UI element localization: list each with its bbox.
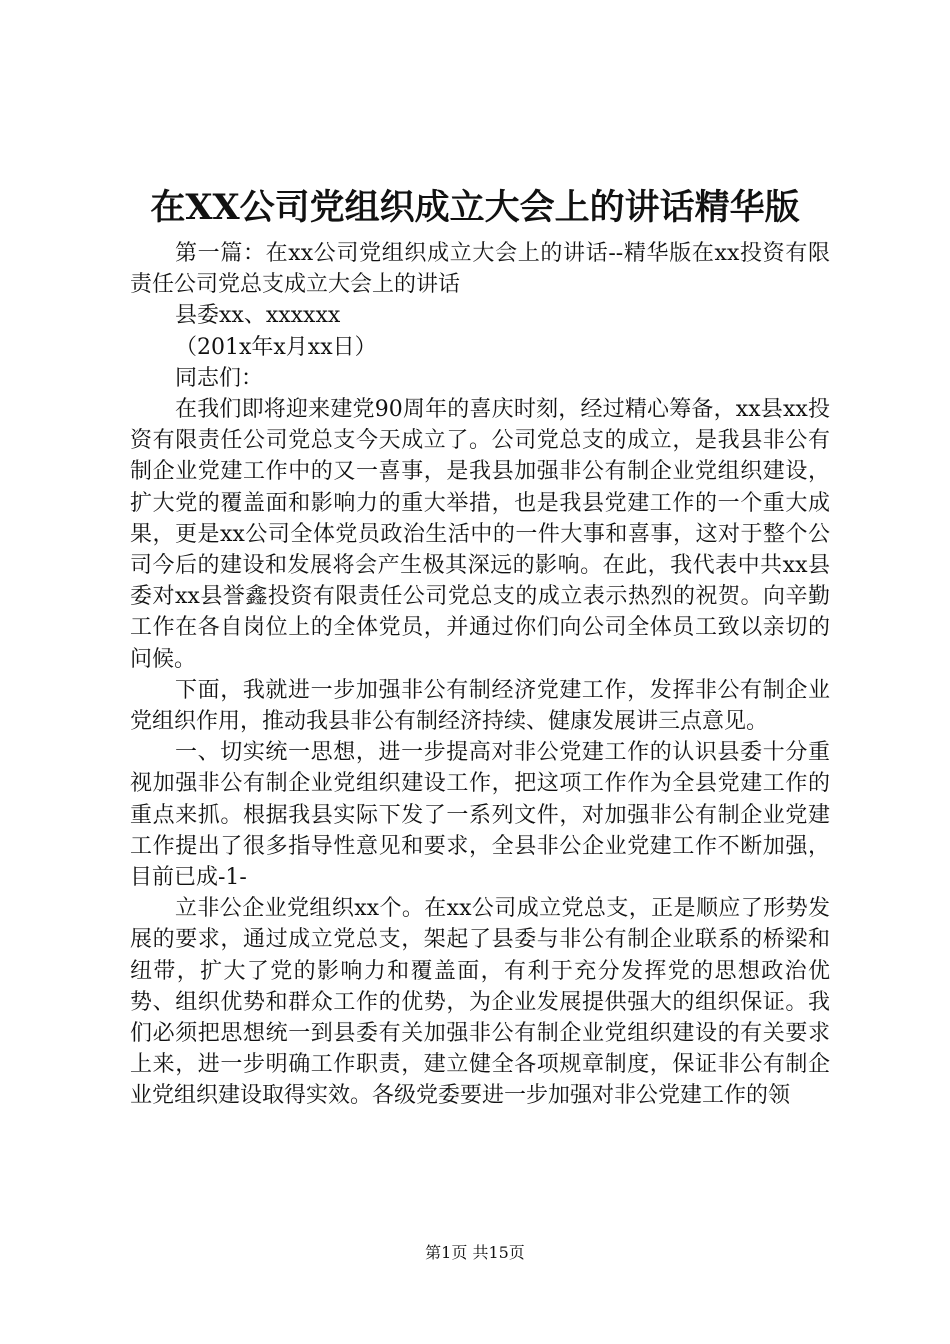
paragraph-date: （201x年x月xx日） (175, 334, 377, 360)
paragraph-body-3: 一、切实统一思想，进一步提高对非公党建工作的认识县委十分重视加强非公有制企业党组织建设工作，把这项工作作为全县党建工作的重点来抓。根据我县实际下发了一系列文件，对加强非公有制企业党建工作提出了很多指导性意见和要求，全县非公企业党建工作不断加强，目前已成-1- (130, 740, 830, 891)
paragraph-intro: 第一篇：在xx公司党组织成立大会上的讲话--精华版在xx投资有限责任公司党总支成立大会上的讲话 (130, 241, 830, 298)
paragraph-body-4: 立非公企业党组织xx个。在xx公司成立党总支，正是顺应了形势发展的要求，通过成立党总支，架起了县委与非公有制企业联系的桥梁和纽带，扩大了党的影响力和覆盖面，有利于充分发挥党的思想政治优势、组织优势和群众工作的优势，为企业发展提供强大的组织保证。我们必须把思想统一到县委有关加强非公有制企业党组织建设的有关要求上来，进一步明确工作职责，建立健全各项规章制度，保证非公有制企业党组织建设取得实效。各级党委要进一步加强对非公党建工作的领 (130, 896, 830, 1109)
document-body (130, 238, 830, 1112)
paragraph-salutation: 同志们： (175, 365, 264, 391)
paragraph-body-2: 下面，我就进一步加强非公有制经济党建工作，发挥非公有制企业党组织作用，推动我县非公有制经济持续、健康发展讲三点意见。 (130, 677, 830, 735)
paragraph-body-1: 在我们即将迎来建党90周年的喜庆时刻，经过精心筹备，xx县xx投资有限责任公司党总支今天成立了。公司党总支的成立，是我县非公有制企业党建工作中的又一喜事，是我县加强非公有制企业党组织建设，扩大党的覆盖面和影响力的重大举措，也是我县党建工作的一个重大成果，更是xx公司全体党员政治生活中的一件大事和喜事，这对于整个公司今后的建设和发展将会产生极其深远的影响。在此，我代表中共xx县委对xx县誉鑫投资有限责任公司党总支的成立表示热烈的祝贺。向辛勤工作在各自岗位上的全体党员，并通过你们向公司全体员工致以亲切的问候。 (130, 397, 830, 672)
document-title: 在XX公司党组织成立大会上的讲话精华版 (150, 187, 800, 228)
page-footer: 第1页 共15页 (425, 1243, 525, 1262)
paragraph-speaker: 县委xx、xxxxxx (175, 303, 341, 329)
